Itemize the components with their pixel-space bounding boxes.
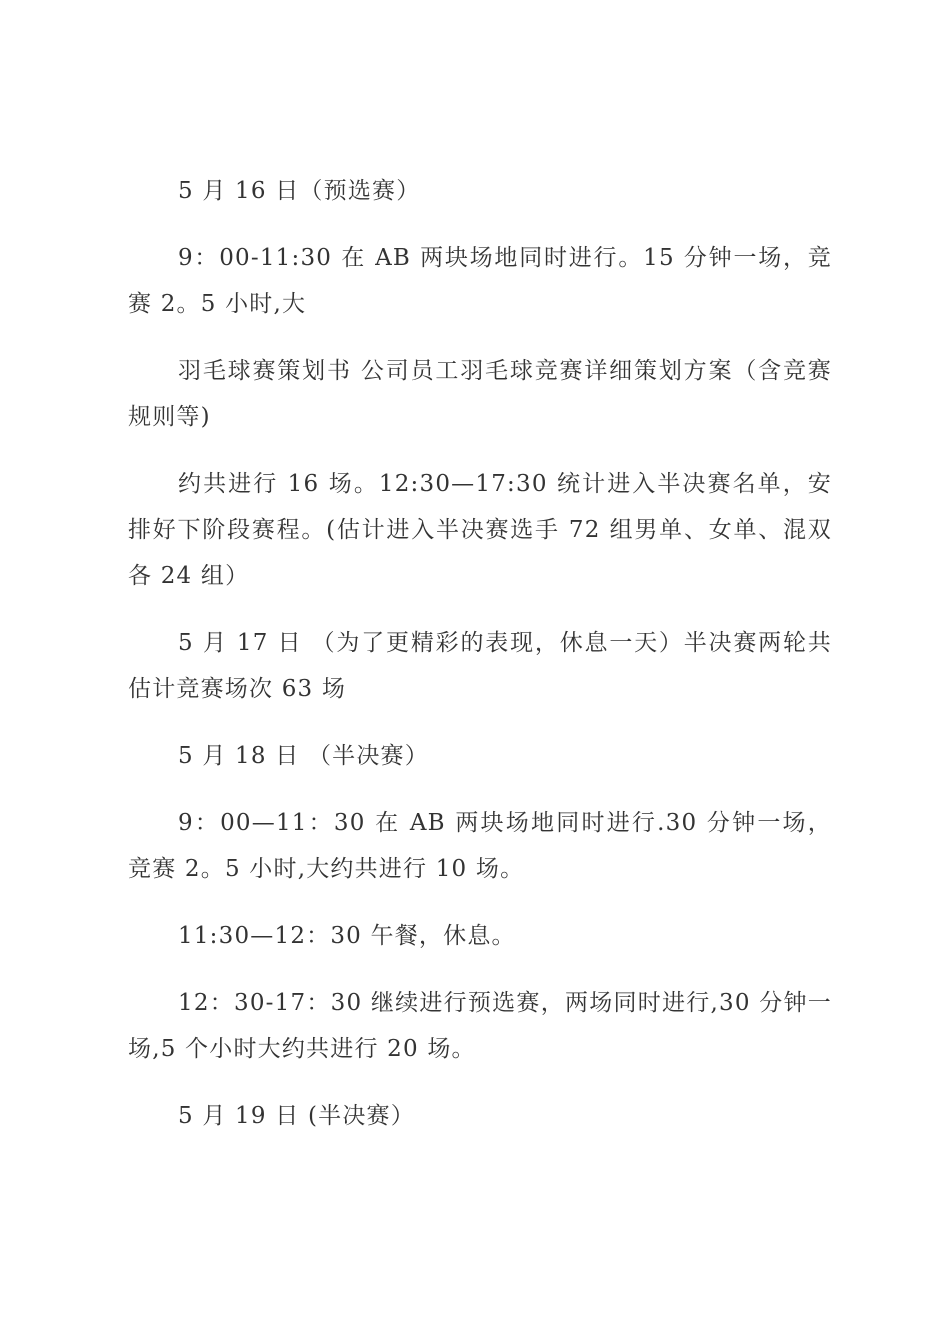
- paragraph-date-may19: 5 月 19 日 (半决赛）: [178, 1103, 415, 1129]
- paragraph-date-may18: 5 月 18 日 （半决赛）: [178, 743, 429, 769]
- paragraph-date-may17: 5 月 17 日 （为了更精彩的表现，休息一天）半决赛两轮共估计竞赛场次 63 场: [128, 630, 832, 702]
- paragraph-document-title: 羽毛球赛策划书 公司员工羽毛球竞赛详细策划方案（含竞赛规则等): [128, 358, 832, 430]
- paragraph-afternoon-schedule: 约共进行 16 场。12:30—17:30 统计进入半决赛名单，安排好下阶段赛程。(估计进入半决赛选手 72 组男单、女单、混双各 24 组）: [128, 471, 832, 589]
- paragraph-semifinal-afternoon: 12：30-17：30 继续进行预选赛，两场同时进行,30 分钟一场,5 个小时大约共进行 20 场。: [128, 990, 832, 1062]
- paragraph-lunch-break: 11:30—12：30 午餐，休息。: [178, 923, 516, 949]
- paragraph-morning-schedule: 9：00-11:30 在 AB 两块场地同时进行。15 分钟一场，竞赛 2。5 小时,大: [128, 245, 832, 317]
- paragraph-date-may16: 5 月 16 日（预选赛）: [178, 178, 421, 204]
- paragraph-semifinal-morning: 9：00—11：30 在 AB 两块场地同时进行.30 分钟一场，竞赛 2。5 小时,大约共进行 10 场。: [128, 810, 832, 882]
- document-body: [128, 168, 832, 1160]
